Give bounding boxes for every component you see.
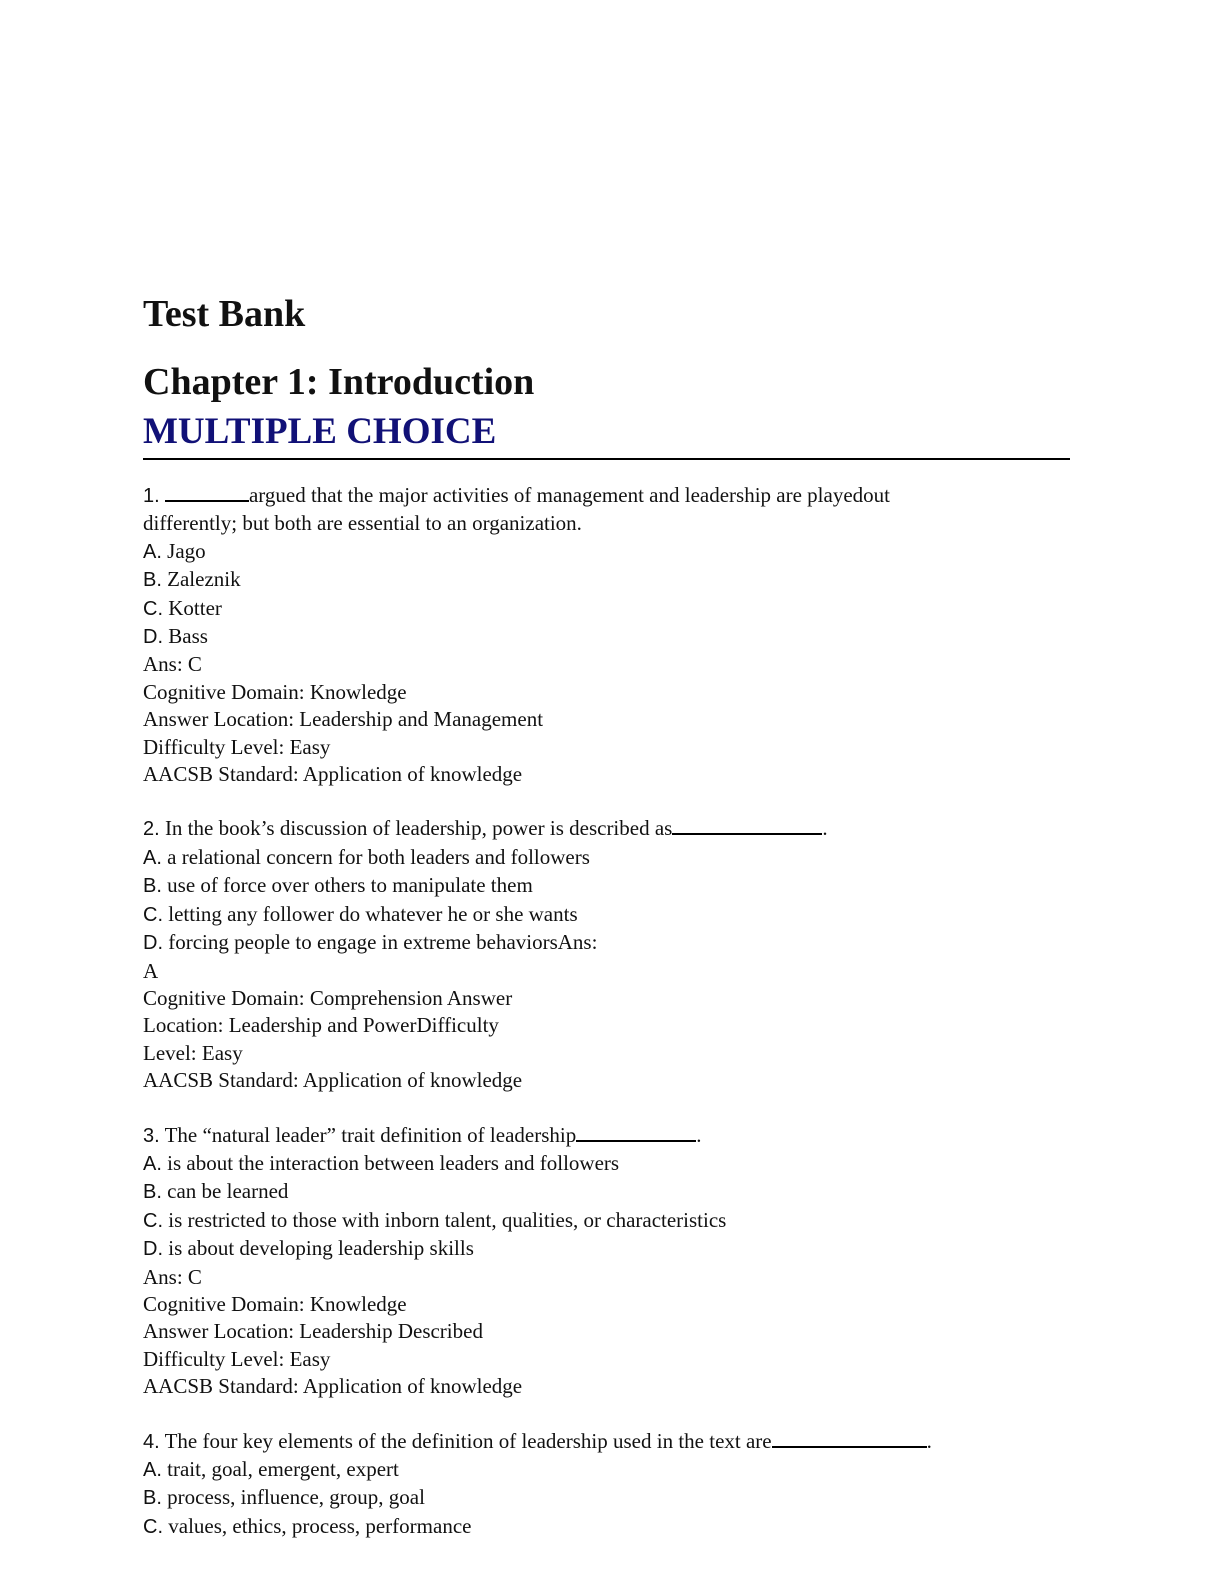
answer-key: Ans: C bbox=[143, 1264, 202, 1289]
option-text: trait, goal, emergent, expert bbox=[167, 1457, 399, 1481]
option-text: forcing people to engage in extreme behaviorsAns: bbox=[168, 930, 598, 955]
option-text: Zaleznik bbox=[167, 567, 241, 592]
question-text: The four key elements of the definition of leadership used in the text are bbox=[164, 1428, 772, 1453]
option-letter: A. bbox=[143, 1152, 162, 1175]
option-letter: D. bbox=[143, 932, 163, 955]
option-c bbox=[143, 1513, 1071, 1541]
option-letter: B. bbox=[143, 569, 162, 592]
option-text: is about developing leadership skills bbox=[168, 1236, 474, 1261]
option-d bbox=[143, 1235, 1071, 1263]
option-b bbox=[143, 566, 1071, 594]
option-text: process, influence, group, goal bbox=[167, 1485, 425, 1510]
difficulty-level: Difficulty Level: Easy bbox=[143, 1346, 331, 1371]
difficulty-level: Difficulty Level: Easy bbox=[143, 734, 331, 759]
cognitive-domain: Cognitive Domain: Comprehension Answer bbox=[143, 985, 513, 1010]
option-text: is restricted to those with inborn talent, qualities, or characteristics bbox=[168, 1207, 727, 1232]
option-a bbox=[143, 844, 1071, 872]
option-b bbox=[143, 1484, 1071, 1512]
option-letter: D. bbox=[143, 626, 163, 649]
answer-key: Ans: C bbox=[143, 652, 202, 677]
answer-location: Answer Location: Leadership and Management bbox=[143, 707, 544, 732]
chapter-heading: Chapter 1: Introduction bbox=[143, 361, 535, 403]
answer-blank bbox=[772, 1428, 927, 1448]
question-stem bbox=[143, 482, 1071, 510]
cognitive-domain: Cognitive Domain: Knowledge bbox=[143, 679, 407, 704]
question-stem bbox=[143, 815, 1071, 843]
option-b bbox=[143, 872, 1071, 900]
question-text-end: . bbox=[926, 1428, 932, 1453]
answer-key: A bbox=[143, 958, 159, 983]
option-letter: A. bbox=[143, 540, 162, 563]
answer-blank bbox=[672, 815, 822, 835]
question-2 bbox=[143, 815, 1071, 1094]
question-text-end: . bbox=[822, 816, 828, 841]
option-letter: A. bbox=[143, 846, 162, 869]
option-a bbox=[143, 538, 1071, 566]
question-number: 2. bbox=[143, 818, 160, 841]
option-text: Bass bbox=[168, 624, 208, 649]
option-a bbox=[143, 1150, 1071, 1178]
question-number: 3. bbox=[143, 1124, 160, 1147]
question-number: 1. bbox=[143, 485, 160, 507]
answer-location: Location: Leadership and PowerDifficulty bbox=[143, 1013, 499, 1038]
question-1 bbox=[143, 482, 1071, 788]
option-b bbox=[143, 1178, 1071, 1206]
option-letter: C. bbox=[143, 1515, 163, 1538]
question-number: 4. bbox=[143, 1430, 160, 1453]
option-letter: B. bbox=[143, 1487, 162, 1510]
document-page bbox=[143, 292, 1071, 1568]
option-letter: A. bbox=[143, 1459, 162, 1481]
option-a bbox=[143, 1456, 1071, 1484]
option-text: is about the interaction between leaders and followers bbox=[167, 1150, 620, 1175]
option-text: a relational concern for both leaders and followers bbox=[167, 844, 590, 869]
question-4 bbox=[143, 1428, 1071, 1542]
cognitive-domain: Cognitive Domain: Knowledge bbox=[143, 1291, 407, 1316]
question-stem bbox=[143, 1122, 1071, 1150]
difficulty-level: Level: Easy bbox=[143, 1040, 243, 1065]
option-text: can be learned bbox=[167, 1179, 289, 1204]
option-letter: B. bbox=[143, 1181, 162, 1204]
option-text: use of force over others to manipulate them bbox=[167, 873, 533, 898]
question-list bbox=[143, 482, 1071, 1541]
option-text: values, ethics, process, performance bbox=[168, 1513, 472, 1538]
aacsb-standard: AACSB Standard: Application of knowledge bbox=[143, 1068, 523, 1093]
answer-blank bbox=[165, 482, 249, 502]
section-divider bbox=[143, 458, 1070, 460]
option-d bbox=[143, 929, 1071, 957]
option-c bbox=[143, 595, 1071, 623]
option-letter: B. bbox=[143, 875, 162, 898]
question-3 bbox=[143, 1122, 1071, 1401]
section-heading: MULTIPLE CHOICE bbox=[143, 411, 497, 452]
question-text-continued: differently; but both are essential to an organization. bbox=[143, 511, 582, 536]
answer-location: Answer Location: Leadership Described bbox=[143, 1319, 483, 1344]
question-stem bbox=[143, 1428, 1071, 1456]
question-text-end: . bbox=[696, 1122, 702, 1147]
option-letter: C. bbox=[143, 1209, 163, 1232]
answer-blank bbox=[576, 1122, 696, 1142]
option-letter: C. bbox=[143, 597, 163, 620]
option-d bbox=[143, 623, 1071, 651]
option-text: letting any follower do whatever he or she wants bbox=[168, 901, 578, 926]
aacsb-standard: AACSB Standard: Application of knowledge bbox=[143, 762, 523, 787]
option-c bbox=[143, 901, 1071, 929]
aacsb-standard: AACSB Standard: Application of knowledge bbox=[143, 1374, 523, 1399]
question-text: The “natural leader” trait definition of leadership bbox=[164, 1122, 577, 1147]
option-letter: C. bbox=[143, 903, 163, 926]
option-text: Kotter bbox=[168, 595, 222, 620]
option-c bbox=[143, 1207, 1071, 1235]
option-letter: D. bbox=[143, 1238, 163, 1261]
question-text: argued that the major activities of management and leadership are playedout bbox=[248, 483, 890, 507]
question-text: In the book’s discussion of leadership, power is described as bbox=[164, 816, 673, 841]
option-text: Jago bbox=[167, 538, 206, 563]
document-title: Test Bank bbox=[143, 293, 306, 335]
